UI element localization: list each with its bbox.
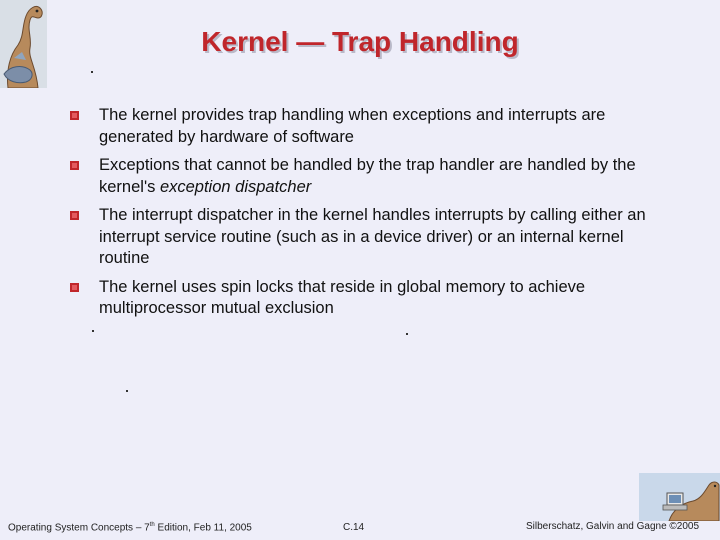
bullet-square-icon <box>70 211 79 220</box>
footer-left-prefix: Operating System Concepts – 7 <box>8 522 150 534</box>
decorative-dot <box>91 71 93 73</box>
footer-center: C.14 <box>343 522 365 533</box>
footer-right: Silberschatz, Galvin and Gagne ©2005 <box>526 521 700 532</box>
bullet-square-icon <box>70 161 79 170</box>
decorative-dot <box>92 330 94 332</box>
bullet-text: Exceptions that cannot be handled by the trap handler are handled by the kernel's <box>99 156 636 196</box>
bullet-item <box>70 155 650 198</box>
bullet-item <box>70 277 650 320</box>
bullet-item <box>70 105 650 148</box>
decorative-dot <box>406 333 408 335</box>
dinosaur-computer-logo-icon <box>639 473 720 521</box>
slide-title: Kernel — Trap Handling <box>201 26 519 57</box>
bullet-text: The kernel provides trap handling when exceptions and interrupts are generated by hardware of software <box>99 106 606 146</box>
footer-left <box>8 522 252 533</box>
bullet-list <box>70 105 650 327</box>
bullet-text: The interrupt dispatcher in the kernel handles interrupts by calling either an interrupt service routine (such as in a device driver) or an internal kernel routine <box>99 206 646 267</box>
bullet-square-icon <box>70 111 79 120</box>
bullet-square-icon <box>70 283 79 292</box>
footer-left-sup: th <box>149 522 155 528</box>
bullet-item <box>70 205 650 270</box>
footer-left-suffix: Edition, Feb 11, 2005 <box>154 522 252 534</box>
bullet-text-emphasis: exception dispatcher <box>159 177 312 196</box>
bullet-text: The kernel uses spin locks that reside in global memory to achieve multiprocessor mutual exclusion <box>99 277 586 317</box>
decorative-dot <box>126 390 128 392</box>
